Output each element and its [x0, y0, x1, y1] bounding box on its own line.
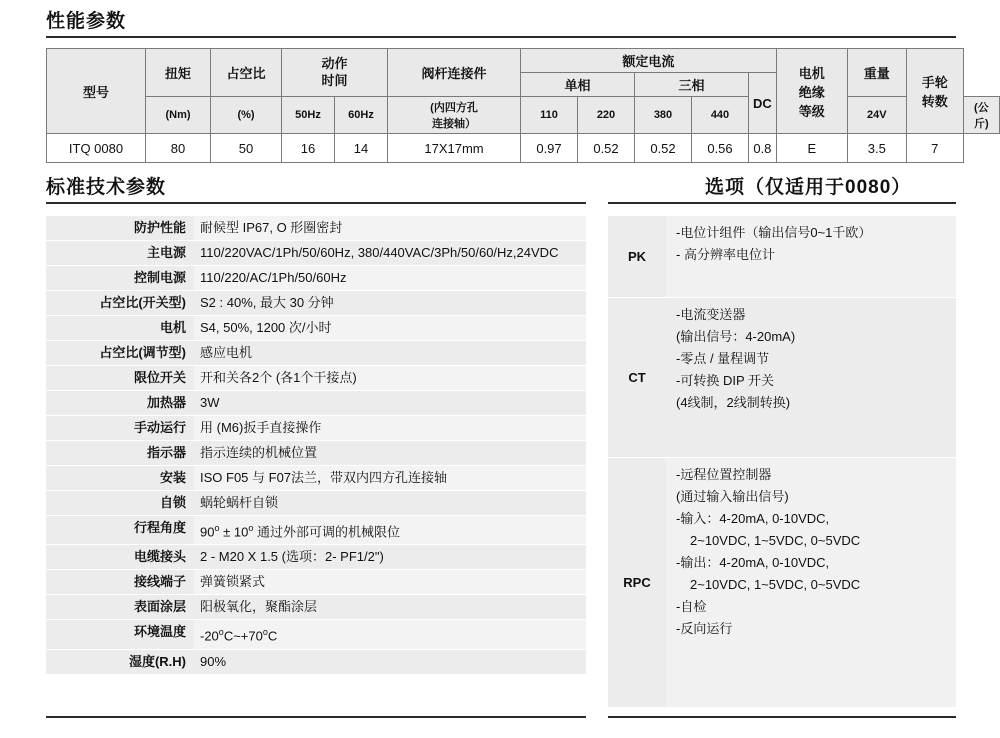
cell-time-60hz: 14	[335, 134, 388, 163]
performance-table-wrapper	[46, 48, 1000, 163]
spec-value: 耐候型 IP67, O 形圈密封	[194, 216, 586, 241]
header-single-phase: 单相	[521, 73, 635, 97]
list-item	[46, 291, 586, 316]
header-freq-60hz: 60Hz	[335, 97, 388, 134]
header-weight: 重量	[847, 49, 906, 97]
header-torque: 扭矩	[146, 49, 211, 97]
list-item	[46, 650, 586, 675]
option-line: (4线制，2线制转换)	[676, 395, 791, 410]
option-line: -反向运行	[676, 621, 733, 636]
spec-label: 接线端子	[46, 570, 194, 595]
header-current-24v: 24V	[847, 97, 906, 134]
table-row	[608, 216, 956, 298]
spec-label: 防护性能	[46, 216, 194, 241]
spec-label: 表面涂层	[46, 595, 194, 620]
performance-title-underline	[46, 36, 956, 38]
spec-value: S2 : 40%, 最大 30 分钟	[194, 291, 586, 316]
table-header-row-1	[47, 49, 1000, 73]
spec-value: 弹簧锁紧式	[194, 570, 586, 595]
spec-value: $90^o \pm 10^o$ 通过外部可调的机械限位	[194, 516, 586, 545]
spec-label: 控制电源	[46, 266, 194, 291]
list-item	[46, 241, 586, 266]
spec-value: $-20^oC\sim+70^oC$	[194, 620, 586, 649]
list-item	[46, 341, 586, 366]
spec-value: 110/220VAC/1Ph/50/60Hz, 380/440VAC/3Ph/50/60/Hz,24VDC	[194, 241, 586, 266]
header-action-time: 动作 时间	[282, 49, 388, 97]
performance-table	[46, 48, 1000, 163]
header-rated-current: 额定电流	[521, 49, 777, 73]
cell-valve-connection: 17X17mm	[388, 134, 521, 163]
header-motor-insulation: 电机 绝缘 等级	[776, 49, 847, 134]
spec-value: ISO F05 与 F07法兰，带双内四方孔连接轴	[194, 466, 586, 491]
list-item	[46, 316, 586, 341]
list-item	[46, 491, 586, 516]
header-dc: DC	[749, 73, 777, 134]
option-line: -输入：4-20mA, 0-10VDC,	[676, 511, 830, 526]
spec-label: 占空比(调节型)	[46, 341, 194, 366]
list-item	[46, 595, 586, 620]
header-current-110: 110	[521, 97, 578, 134]
option-line: -电位计组件（输出信号0~1千欧）	[676, 225, 872, 240]
cell-torque: 80	[146, 134, 211, 163]
header-current-380: 380	[635, 97, 692, 134]
list-item	[46, 216, 586, 241]
spec-value: 蜗轮蜗杆自锁	[194, 491, 586, 516]
option-line: - 高分辨率电位计	[676, 247, 775, 262]
option-key-rpc: RPC	[608, 458, 666, 708]
table-row	[47, 134, 1000, 163]
list-item	[46, 620, 586, 649]
option-values-rpc	[666, 458, 956, 708]
list-item	[46, 466, 586, 491]
cell-time-50hz: 16	[282, 134, 335, 163]
header-freq-50hz: 50Hz	[282, 97, 335, 134]
spec-label: 环境温度	[46, 620, 194, 649]
spec-value: 开和关各2个 (各1个干接点)	[194, 366, 586, 391]
header-valve-connection: 阀杆连接件	[388, 49, 521, 97]
list-item	[46, 416, 586, 441]
option-line: -自检	[676, 599, 707, 614]
list-item	[46, 441, 586, 466]
header-current-440: 440	[692, 97, 749, 134]
list-item	[46, 391, 586, 416]
spec-value: 阳极氧化，聚酯涂层	[194, 595, 586, 620]
spec-label: 加热器	[46, 391, 194, 416]
header-current-220: 220	[578, 97, 635, 134]
cell-current-24v: 0.8	[749, 134, 777, 163]
cell-insulation: E	[776, 134, 847, 163]
option-line: (通过输入输出信号)	[676, 489, 789, 504]
header-valve-connection-sub: (内四方孔 连接轴）	[388, 97, 521, 134]
spec-value: 3W	[194, 391, 586, 416]
standard-title-underline	[46, 202, 586, 204]
option-line: 2~10VDC, 1~5VDC, 0~5VDC	[690, 577, 861, 592]
cell-model: ITQ 0080	[47, 134, 146, 163]
spec-label: 手动运行	[46, 416, 194, 441]
spec-label: 电缆接头	[46, 545, 194, 570]
header-three-phase: 三相	[635, 73, 749, 97]
spec-label: 安装	[46, 466, 194, 491]
header-weight-unit: (公斤)	[963, 97, 999, 134]
option-key-pk: PK	[608, 216, 666, 298]
spec-value: S4, 50%, 1200 次/小时	[194, 316, 586, 341]
cell-handwheel-turns: 7	[906, 134, 963, 163]
header-duty: 占空比	[211, 49, 282, 97]
spec-label: 占空比(开关型)	[46, 291, 194, 316]
cell-weight: 3.5	[847, 134, 906, 163]
cell-current-220: 0.52	[578, 134, 635, 163]
standard-bottom-rule	[46, 716, 586, 718]
list-item	[46, 570, 586, 595]
spec-label: 电机	[46, 316, 194, 341]
header-handwheel-turns: 手轮 转数	[906, 49, 963, 134]
list-item	[46, 366, 586, 391]
spec-value: 2 - M20 X 1.5 (选项：2- PF1/2")	[194, 545, 586, 570]
header-torque-unit: (Nm)	[146, 97, 211, 134]
spec-value: 90%	[194, 650, 586, 675]
spec-value: 感应电机	[194, 341, 586, 366]
cell-current-380: 0.52	[635, 134, 692, 163]
option-line: -可转换 DIP 开关	[676, 373, 774, 388]
list-item	[46, 545, 586, 570]
standard-section-title: 标准技术参数	[46, 177, 167, 198]
cell-current-440: 0.56	[692, 134, 749, 163]
option-values-ct	[666, 298, 956, 458]
performance-table-body	[47, 134, 1000, 163]
options-bottom-rule	[608, 716, 956, 718]
option-values-pk	[666, 216, 956, 298]
option-line: -电流变送器	[676, 307, 746, 322]
spec-value: 用 (M6)扳手直接操作	[194, 416, 586, 441]
option-line: -输出：4-20mA, 0-10VDC,	[676, 555, 830, 570]
options-title-underline	[608, 202, 956, 204]
spec-value: 指示连续的机械位置	[194, 441, 586, 466]
spec-value: 110/220/AC/1Ph/50/60Hz	[194, 266, 586, 291]
list-item	[46, 516, 586, 545]
header-model: 型号	[47, 49, 146, 134]
spec-label: 自锁	[46, 491, 194, 516]
standard-spec-list	[46, 216, 586, 675]
cell-duty: 50	[211, 134, 282, 163]
option-line: -远程位置控制器	[676, 467, 772, 482]
options-table	[608, 216, 956, 708]
options-section-title: 选项（仅适用于0080）	[705, 177, 912, 198]
cell-current-110: 0.97	[521, 134, 578, 163]
spec-label: 湿度(R.H)	[46, 650, 194, 675]
table-header-row-3	[47, 97, 1000, 134]
spec-label: 指示器	[46, 441, 194, 466]
table-row	[608, 298, 956, 458]
option-line: 2~10VDC, 1~5VDC, 0~5VDC	[690, 533, 861, 548]
performance-table-head	[47, 49, 1000, 134]
header-duty-unit: (%)	[211, 97, 282, 134]
option-line: -零点 / 量程调节	[676, 351, 770, 366]
spec-label: 主电源	[46, 241, 194, 266]
list-item	[46, 266, 586, 291]
option-key-ct: CT	[608, 298, 666, 458]
spec-label: 限位开关	[46, 366, 194, 391]
performance-section-title: 性能参数	[46, 11, 127, 32]
spec-label: 行程角度	[46, 516, 194, 545]
table-row	[608, 458, 956, 708]
option-line: (输出信号：4-20mA)	[676, 329, 796, 344]
